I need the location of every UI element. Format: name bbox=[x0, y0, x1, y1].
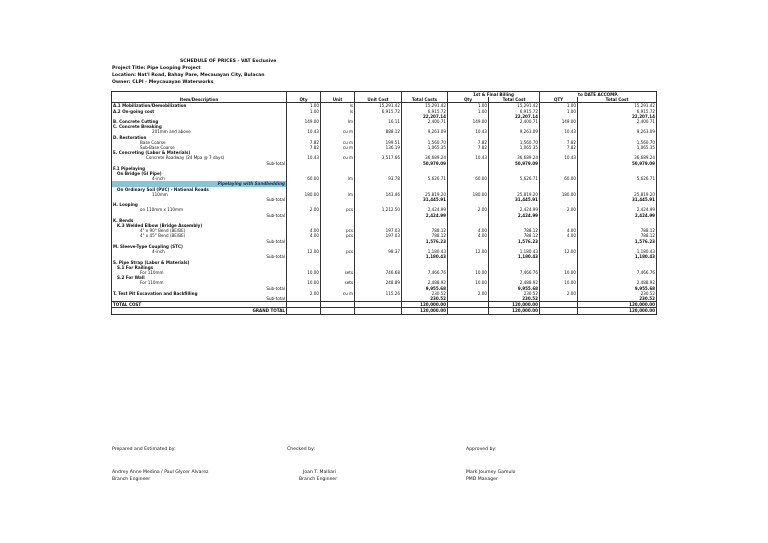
cell-desc: Base Coarse bbox=[112, 140, 287, 145]
cell-billing-total: 2,424.99 bbox=[489, 213, 540, 218]
cell-billing-total: 9,263.09 bbox=[489, 129, 540, 134]
cell-unit: pcs bbox=[321, 233, 355, 238]
cell-billing-qty: 4.00 bbox=[448, 228, 489, 233]
cell-accomp-total: 230.52 bbox=[578, 291, 657, 296]
cell-billing-total: 25,819.20 bbox=[489, 192, 540, 197]
cell-unit-cost: 197.03 bbox=[355, 228, 402, 233]
cell-billing-qty: 2.00 bbox=[448, 207, 489, 212]
project-location: Location: Nat'l Road, Bahay Pare, Mecauayan City, Bulacan bbox=[112, 73, 265, 78]
cell-accomp-qty: 12.00 bbox=[540, 249, 578, 254]
cell-accomp-qty: 4.00 bbox=[540, 228, 578, 233]
cell-billing-total: 788.12 bbox=[489, 228, 540, 233]
prepared-title: Branch Engineer bbox=[112, 477, 151, 482]
cell-accomp-qty: 10.43 bbox=[540, 155, 578, 160]
cell-total-cost: 15,291.42 bbox=[402, 103, 448, 109]
cell-desc: 201mm and above bbox=[112, 129, 287, 134]
cell-qty: 2.00 bbox=[287, 291, 321, 296]
cell-unit: lm bbox=[321, 119, 355, 124]
cell-desc: 4-inch bbox=[112, 176, 287, 181]
cell-unit-cost: 136.19 bbox=[355, 145, 402, 150]
cell-unit-cost: 6,915.72 bbox=[355, 109, 402, 114]
cell-billing-total: 15,291.42 bbox=[489, 103, 540, 109]
cell-desc: D. Restoration bbox=[112, 135, 287, 140]
cell-desc: 110mm bbox=[112, 192, 287, 197]
cell-unit: ls bbox=[321, 103, 355, 109]
project-title: Project Title: Pipe Looping Project bbox=[112, 66, 201, 71]
cell-unit-cost: 248.89 bbox=[355, 280, 402, 285]
prepared-name: Andrey Anne Medina / Paul Glycer Alvarez bbox=[112, 470, 209, 475]
billing-group-header: 1st & Final Billing bbox=[448, 92, 540, 98]
cell-unit-cost: 888.12 bbox=[355, 129, 402, 134]
cell-accomp-total: 2,424.99 bbox=[578, 207, 657, 212]
cell-accomp-qty: 2.00 bbox=[540, 207, 578, 212]
cell-billing-total: 1,180.43 bbox=[489, 254, 540, 259]
cell-desc: K. Bends bbox=[112, 218, 287, 223]
cell-billing-qty: 10.43 bbox=[448, 155, 489, 160]
cell-unit: cu m bbox=[321, 140, 355, 145]
cell-desc: 4-inch bbox=[112, 249, 287, 254]
cell-unit-cost: 16.11 bbox=[355, 119, 402, 124]
cell-billing-total: 7,466.76 bbox=[489, 270, 540, 275]
cell-unit-cost: 93.78 bbox=[355, 176, 402, 181]
cell-billing-total: 50,979.09 bbox=[489, 161, 540, 166]
cell-billing-qty: 1.00 bbox=[448, 109, 489, 114]
cell-accomp-total: 1,180.43 bbox=[578, 249, 657, 254]
cell-accomp-total: 1,560.70 bbox=[578, 140, 657, 145]
cell-desc: M. Sleeve-Type Coupling (STC) bbox=[112, 244, 287, 249]
cell-desc: On Ordinary Soil (PVC) - National Roads bbox=[112, 187, 287, 192]
cell-desc: A.2 On-going cost bbox=[112, 109, 287, 114]
cell-accomp-total: 2,424.99 bbox=[578, 213, 657, 218]
cell-accomp-total: 22,207.14 bbox=[578, 114, 657, 119]
cell-accomp-total: 50,979.09 bbox=[578, 161, 657, 166]
cell-qty: 12.00 bbox=[287, 249, 321, 254]
cell-desc: Sub-total bbox=[112, 296, 287, 302]
cell-unit: sets bbox=[321, 270, 355, 275]
cell-desc: Sub-total bbox=[112, 254, 287, 259]
cell-desc: 4" x 90° Bend (BE/BE) bbox=[112, 228, 287, 233]
cell-billing-qty: 60.00 bbox=[448, 176, 489, 181]
cell-desc: Sub-total bbox=[112, 286, 287, 291]
cell-qty: 2.00 bbox=[287, 207, 321, 212]
cell-billing-total: 36,689.24 bbox=[489, 155, 540, 160]
cell-billing-qty: 1.00 bbox=[448, 103, 489, 109]
cell-unit: pcs bbox=[321, 207, 355, 212]
checked-label: Checked by: bbox=[287, 447, 316, 452]
cell-billing-total: 230.52 bbox=[489, 296, 540, 302]
cell-unit: cu m bbox=[321, 155, 355, 160]
cell-billing-total: 120,000.00 bbox=[489, 302, 540, 308]
cell-desc: A.1 Mobilization/Demobilization bbox=[112, 103, 287, 109]
project-owner: Owner: CLPI - Meycauayan Waterworks bbox=[112, 80, 214, 85]
cell-accomp-total: 1,576.23 bbox=[578, 239, 657, 244]
cell-accomp-total: 31,445.91 bbox=[578, 197, 657, 202]
cell-accomp-qty: 2.00 bbox=[540, 291, 578, 296]
accomp-group-header: to DATE ACCOMP. bbox=[540, 92, 657, 98]
cell-unit: pcs bbox=[321, 249, 355, 254]
cell-desc: Sub-total bbox=[112, 213, 287, 218]
cell-billing-qty: 149.00 bbox=[448, 119, 489, 124]
cell-billing-qty: 7.82 bbox=[448, 140, 489, 145]
cell-accomp-qty: 7.82 bbox=[540, 145, 578, 150]
cell-total-cost: 1,065.35 bbox=[402, 145, 448, 150]
cell-total-cost: 9,263.09 bbox=[402, 129, 448, 134]
cell-qty: 180.00 bbox=[287, 192, 321, 197]
cell-billing-qty: 10.43 bbox=[448, 129, 489, 134]
col-accomp-qty: QTY bbox=[540, 97, 578, 103]
cell-accomp-total: 9,263.09 bbox=[578, 129, 657, 134]
cell-accomp-qty: 7.82 bbox=[540, 140, 578, 145]
cell-billing-total: 1,576.23 bbox=[489, 239, 540, 244]
cell-billing-qty: 10.00 bbox=[448, 280, 489, 285]
cell-unit: cu m bbox=[321, 129, 355, 134]
cell-accomp-total: 9,955.68 bbox=[578, 286, 657, 291]
prepared-label: Prepared and Estimated by: bbox=[112, 447, 176, 452]
col-total-costs: Total Costs bbox=[402, 97, 448, 103]
cell-accomp-total: 1,180.43 bbox=[578, 254, 657, 259]
cell-accomp-total: 788.12 bbox=[578, 233, 657, 238]
cell-unit: ls bbox=[321, 109, 355, 114]
approved-name: Mark Journey Gamulo bbox=[466, 470, 516, 475]
col-item: Item/Description bbox=[112, 97, 287, 103]
cell-billing-qty: 4.00 bbox=[448, 233, 489, 238]
table-row bbox=[112, 155, 657, 160]
cell-billing-qty: 7.82 bbox=[448, 145, 489, 150]
col-accomp-total: Total Cost bbox=[578, 97, 657, 103]
cell-desc: For 110mm bbox=[112, 280, 287, 285]
cell-desc: Concrete Roadway (24 Mpa @ 7 days) bbox=[112, 155, 287, 160]
cell-total-cost: 31,445.91 bbox=[402, 197, 448, 202]
col-billing-qty: Qty bbox=[448, 97, 489, 103]
cell-unit-cost: 143.46 bbox=[355, 192, 402, 197]
cell-billing-total: 2,424.99 bbox=[489, 207, 540, 212]
cell-unit: lm bbox=[321, 176, 355, 181]
cell-billing-total: 31,445.91 bbox=[489, 197, 540, 202]
cell-accomp-total: 120,000.00 bbox=[578, 302, 657, 308]
cell-accomp-qty: 10.00 bbox=[540, 270, 578, 275]
cell-accomp-total: 7,466.76 bbox=[578, 270, 657, 275]
cell-desc: F.1 Pipelaying bbox=[112, 166, 287, 171]
cell-accomp-qty: 60.00 bbox=[540, 176, 578, 181]
cell-unit-cost: 98.37 bbox=[355, 249, 402, 254]
cell-unit-cost: 197.03 bbox=[355, 233, 402, 238]
cell-total-cost: 1,180.43 bbox=[402, 249, 448, 254]
cell-total-cost: 120,000.00 bbox=[402, 302, 448, 308]
cell-accomp-qty: 1.00 bbox=[540, 103, 578, 109]
cell-qty: 1.00 bbox=[287, 103, 321, 109]
cell-qty: 7.82 bbox=[287, 140, 321, 145]
cell-total-cost: 1,560.70 bbox=[402, 140, 448, 145]
cell-total-cost: 7,466.76 bbox=[402, 270, 448, 275]
cell-total-cost: 36,689.24 bbox=[402, 155, 448, 160]
cell-desc: B. Concrete Cutting bbox=[112, 119, 287, 124]
cell-billing-total: 230.52 bbox=[489, 291, 540, 296]
cell-desc: S.2 For Wall bbox=[112, 275, 287, 280]
cell-qty: 7.82 bbox=[287, 145, 321, 150]
cell-billing-total: 9,955.68 bbox=[489, 286, 540, 291]
cell-unit-cost: 15,291.42 bbox=[355, 103, 402, 109]
cell-unit: cu m bbox=[321, 291, 355, 296]
cell-total-cost: 1,576.23 bbox=[402, 239, 448, 244]
cell-qty: 10.43 bbox=[287, 129, 321, 134]
schedule-table bbox=[111, 91, 657, 315]
cell-unit-cost: 1,212.50 bbox=[355, 207, 402, 212]
cell-billing-total: 2,488.92 bbox=[489, 280, 540, 285]
cell-billing-total: 1,180.43 bbox=[489, 249, 540, 254]
cell-billing-total: 22,207.14 bbox=[489, 114, 540, 119]
cell-desc: H. Looping bbox=[112, 202, 287, 207]
cell-qty: 10.43 bbox=[287, 155, 321, 160]
cell-unit-cost: 115.26 bbox=[355, 291, 402, 296]
cell-accomp-qty: 10.43 bbox=[540, 129, 578, 134]
cell-desc: S.1 For Railings bbox=[112, 265, 287, 270]
cell-total-cost: 788.12 bbox=[402, 228, 448, 233]
cell-total-cost: 2,400.71 bbox=[402, 119, 448, 124]
cell-qty: 149.00 bbox=[287, 119, 321, 124]
cell-billing-qty: 180.00 bbox=[448, 192, 489, 197]
col-billing-total: Total Cost bbox=[489, 97, 540, 103]
grand-total-accomp: 120,000.00 bbox=[578, 308, 657, 314]
cell-accomp-qty: 10.00 bbox=[540, 280, 578, 285]
cell-qty: 1.00 bbox=[287, 109, 321, 114]
checked-name: Joan T. Malliari bbox=[303, 470, 337, 475]
cell-desc: For 110mm bbox=[112, 270, 287, 275]
cell-total-cost: 50,979.09 bbox=[402, 161, 448, 166]
cell-desc: TOTAL COST bbox=[112, 302, 287, 308]
checked-title: Branch Engineer bbox=[299, 477, 338, 482]
cell-unit: lm bbox=[321, 192, 355, 197]
approved-label: Approved by: bbox=[466, 447, 497, 452]
cell-total-cost: 6,915.72 bbox=[402, 109, 448, 114]
cell-total-cost: 788.12 bbox=[402, 233, 448, 238]
cell-accomp-total: 6,915.72 bbox=[578, 109, 657, 114]
cell-unit: cu m bbox=[321, 145, 355, 150]
approved-title: PMD Manager bbox=[466, 477, 498, 482]
cell-total-cost: 2,424.99 bbox=[402, 207, 448, 212]
cell-accomp-qty: 180.00 bbox=[540, 192, 578, 197]
cell-accomp-total: 25,819.20 bbox=[578, 192, 657, 197]
cell-billing-total: 2,400.71 bbox=[489, 119, 540, 124]
schedule-title: SCHEDULE OF PRICES - VAT Exclusive bbox=[180, 59, 277, 64]
cell-total-cost: 25,819.20 bbox=[402, 192, 448, 197]
cell-accomp-total: 788.12 bbox=[578, 228, 657, 233]
cell-total-cost: 9,955.68 bbox=[402, 286, 448, 291]
cell-accomp-qty: 1.00 bbox=[540, 109, 578, 114]
cell-unit-cost: 746.68 bbox=[355, 270, 402, 275]
cell-desc: Sub-total bbox=[112, 239, 287, 244]
cell-qty: 60.00 bbox=[287, 176, 321, 181]
cell-total-cost: 2,424.99 bbox=[402, 213, 448, 218]
cell-accomp-total: 2,400.71 bbox=[578, 119, 657, 124]
cell-accomp-total: 15,291.42 bbox=[578, 103, 657, 109]
cell-desc: C. Concrete Breaking bbox=[112, 124, 287, 129]
cell-accomp-qty: 149.00 bbox=[540, 119, 578, 124]
cell-accomp-total: 230.52 bbox=[578, 296, 657, 302]
cell-desc: on 110mm x 110mm bbox=[112, 207, 287, 212]
cell-qty: 4.00 bbox=[287, 228, 321, 233]
cell-total-cost: 5,626.71 bbox=[402, 176, 448, 181]
cell-accomp-total: 36,689.24 bbox=[578, 155, 657, 160]
cell-billing-qty: 2.00 bbox=[448, 291, 489, 296]
cell-desc: T. Test Pit Excavation and Backfilling bbox=[112, 291, 287, 296]
cell-qty: 4.00 bbox=[287, 233, 321, 238]
cell-accomp-total: 2,488.92 bbox=[578, 280, 657, 285]
cell-qty: 10.00 bbox=[287, 270, 321, 275]
cell-total-cost: 2,488.92 bbox=[402, 280, 448, 285]
cell-accomp-total: 5,626.71 bbox=[578, 176, 657, 181]
cell-accomp-total: 1,065.35 bbox=[578, 145, 657, 150]
cell-desc: E. Concreting (Labor & Materials) bbox=[112, 150, 287, 155]
cell-desc: Pipelaying with Sandbedding bbox=[112, 181, 287, 186]
cell-billing-qty: 12.00 bbox=[448, 249, 489, 254]
cell-desc: On Bridge (GI Pipe) bbox=[112, 171, 287, 176]
col-unit: Unit bbox=[321, 97, 355, 103]
cell-billing-total: 1,560.70 bbox=[489, 140, 540, 145]
col-unit-cost: Unit Cost bbox=[355, 97, 402, 103]
cell-total-cost: 230.52 bbox=[402, 291, 448, 296]
cell-total-cost: 22,207.14 bbox=[402, 114, 448, 119]
cell-unit: sets bbox=[321, 280, 355, 285]
cell-total-cost: 230.52 bbox=[402, 296, 448, 302]
cell-billing-total: 788.12 bbox=[489, 233, 540, 238]
col-qty: Qty bbox=[287, 97, 321, 103]
cell-billing-total: 6,915.72 bbox=[489, 109, 540, 114]
cell-total-cost: 1,180.43 bbox=[402, 254, 448, 259]
cell-unit-cost: 3,517.66 bbox=[355, 155, 402, 160]
cell-desc: Sub-total bbox=[112, 197, 287, 202]
cell-billing-total: 5,626.71 bbox=[489, 176, 540, 181]
cell-unit-cost: 199.51 bbox=[355, 140, 402, 145]
cell-qty: 10.00 bbox=[287, 280, 321, 285]
cell-billing-total: 1,065.35 bbox=[489, 145, 540, 150]
cell-billing-qty: 10.00 bbox=[448, 270, 489, 275]
grand-total-billing: 120,000.00 bbox=[489, 308, 540, 314]
grand-total-cost: 120,000.00 bbox=[402, 308, 448, 314]
cell-desc: Sub-Base Coarse bbox=[112, 145, 287, 150]
cell-desc: S. Pipe Strap (Labor & Materials) bbox=[112, 260, 287, 265]
cell-unit: pcs bbox=[321, 228, 355, 233]
cell-desc: Sub-total bbox=[112, 161, 287, 166]
cell-desc: 4" x 45° Bend (BE/BE) bbox=[112, 233, 287, 238]
grand-total-label: GRAND TOTAL bbox=[112, 308, 287, 314]
cell-accomp-qty: 4.00 bbox=[540, 233, 578, 238]
cell-desc: K.3 Welded Elbow (Bridge Assembly) bbox=[112, 223, 287, 228]
